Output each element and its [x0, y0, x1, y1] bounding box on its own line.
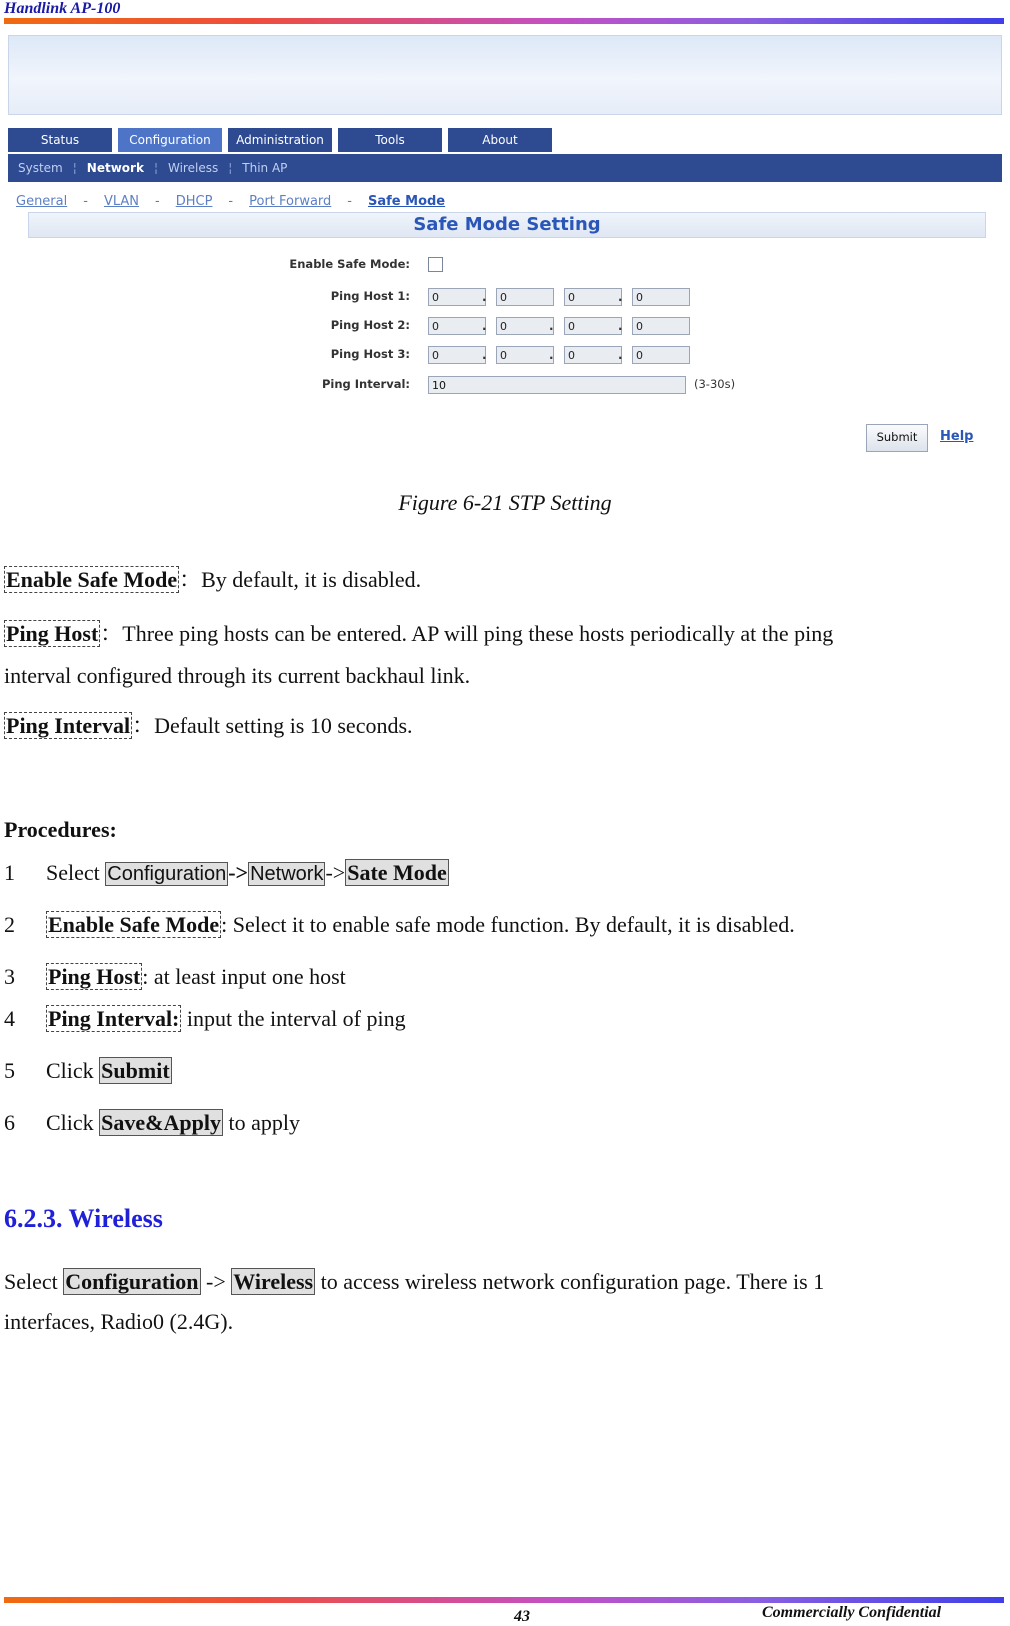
step-4 [46, 1006, 406, 1032]
secnav-dash: - [155, 194, 160, 209]
arrow: -> [325, 860, 346, 885]
arrow: -> [200, 1269, 232, 1294]
step-number: 1 [4, 860, 15, 885]
definition-ping-host [4, 620, 833, 648]
confidentiality-notice: Commercially Confidential [762, 1604, 942, 1621]
secnav-general[interactable]: General [16, 194, 68, 209]
secnav-dhcp[interactable]: DHCP [175, 194, 213, 209]
page-number: 43 [514, 1608, 530, 1625]
step-text: Click [46, 1058, 100, 1083]
ping-host-1-octet-4[interactable]: 0 [632, 288, 690, 306]
step-6 [46, 1110, 300, 1136]
step-3 [46, 964, 346, 990]
secnav-port-forward[interactable]: Port Forward [249, 194, 332, 209]
ping-host-1-label: Ping Host 1: [330, 289, 410, 303]
section-title: Safe Mode Setting [28, 212, 986, 238]
sub-navigation [8, 154, 1002, 182]
ping-host-3-octet-2[interactable]: 0 [496, 346, 554, 364]
step-number: 6 [4, 1110, 15, 1135]
ping-interval-hint: (3-30s) [694, 377, 736, 391]
step-text: Select [46, 860, 106, 885]
ping-host-3-label: Ping Host 3: [330, 347, 410, 361]
footer-rule [4, 1597, 1004, 1603]
menu-wireless: Wireless [233, 1269, 314, 1294]
ip-dot: . [618, 290, 623, 304]
secnav-vlan[interactable]: VLAN [103, 194, 139, 209]
ping-host-2-octet-3[interactable]: 0 [564, 317, 622, 335]
subnav-separator: ¦ [228, 161, 233, 175]
term-ping-interval: Ping Interval [6, 713, 131, 738]
definition-text: ：Default setting is 10 seconds. [132, 713, 413, 738]
term-ping-host: Ping Host [48, 964, 141, 989]
definition-text: ：Three ping hosts can be entered. AP will ping these hosts periodically at the ping [100, 621, 834, 646]
step-number: 4 [4, 1006, 15, 1031]
enable-safe-mode-checkbox[interactable] [428, 257, 443, 272]
tab-configuration[interactable]: Configuration [118, 128, 222, 152]
subnav-separator: ¦ [153, 161, 158, 175]
wireless-paragraph [4, 1268, 824, 1296]
ping-host-2-octet-1[interactable]: 0 [428, 317, 486, 335]
ping-interval-label: Ping Interval: [321, 377, 410, 391]
save-apply-label: Save&Apply [101, 1110, 221, 1135]
ip-dot: . [482, 290, 487, 304]
paragraph-text: Select [4, 1269, 64, 1294]
section-navigation [16, 194, 445, 209]
ping-host-3-octet-4[interactable]: 0 [632, 346, 690, 364]
step-number: 5 [4, 1058, 15, 1083]
arrow: -> [228, 860, 249, 885]
subnav-separator: ¦ [72, 161, 77, 175]
ip-dot: . [618, 319, 623, 333]
app-banner [8, 35, 1002, 115]
ping-host-2-octet-4[interactable]: 0 [632, 317, 690, 335]
step-1 [46, 860, 449, 886]
ping-host-3-octet-3[interactable]: 0 [564, 346, 622, 364]
menu-configuration: Configuration [65, 1269, 199, 1294]
definition-ping-host-line2: interval configured through its current backhaul link. [4, 663, 471, 688]
document-title: Handlink AP-100 [4, 0, 121, 17]
ip-dot: . [482, 348, 487, 362]
step-number: 2 [4, 912, 15, 937]
subnav-system[interactable]: System [18, 161, 63, 175]
step-text: input the interval of ping [181, 1006, 406, 1031]
submit-label: Submit [101, 1058, 170, 1083]
ping-host-3-octet-1[interactable]: 0 [428, 346, 486, 364]
step-text: : Select it to enable safe mode function. By default, it is disabled. [221, 912, 795, 937]
secnav-safe-mode[interactable]: Safe Mode [368, 194, 446, 209]
ping-host-1-octet-2[interactable]: 0 [496, 288, 554, 306]
enable-safe-mode-label: Enable Safe Mode: [289, 257, 410, 271]
ping-host-1-octet-1[interactable]: 0 [428, 288, 486, 306]
subnav-thin-ap[interactable]: Thin AP [242, 161, 288, 175]
term-ping-interval: Ping Interval: [48, 1006, 180, 1031]
definition-text: ：By default, it is disabled. [179, 567, 422, 592]
ping-host-2-label: Ping Host 2: [330, 318, 410, 332]
step-text: to apply [222, 1110, 300, 1135]
subnav-network[interactable]: Network [86, 161, 144, 175]
ip-dot: . [549, 319, 554, 333]
menu-configuration: Configuration [107, 863, 227, 885]
menu-network: Network [250, 863, 324, 885]
ip-dot: . [618, 348, 623, 362]
ping-host-1-octet-3[interactable]: 0 [564, 288, 622, 306]
step-2 [46, 912, 795, 938]
tab-tools[interactable]: Tools [338, 128, 442, 152]
secnav-dash: - [83, 194, 88, 209]
step-number: 3 [4, 964, 15, 989]
definition-ping-interval [4, 712, 413, 740]
ping-interval-input[interactable]: 10 [428, 376, 686, 394]
subnav-wireless[interactable]: Wireless [168, 161, 219, 175]
tab-about[interactable]: About [448, 128, 552, 152]
header-rule [4, 18, 1004, 24]
ip-dot: . [549, 348, 554, 362]
tab-status[interactable]: Status [8, 128, 112, 152]
step-text: : at least input one host [142, 964, 346, 989]
submit-button[interactable]: Submit [866, 424, 928, 452]
help-link[interactable]: Help [940, 429, 974, 444]
procedures-heading: Procedures: [4, 817, 117, 842]
screenshot-figure [4, 32, 1006, 468]
term-enable-safe-mode: Enable Safe Mode [6, 567, 178, 592]
tab-administration[interactable]: Administration [228, 128, 332, 152]
menu-safe-mode: Sate Mode [347, 860, 447, 885]
ip-dot: . [482, 319, 487, 333]
definition-enable-safe-mode [4, 566, 421, 594]
figure-caption: Figure 6-21 STP Setting [398, 490, 612, 515]
secnav-dash: - [347, 194, 352, 209]
step-5 [46, 1058, 172, 1084]
term-ping-host: Ping Host [6, 621, 99, 646]
section-heading-wireless: 6.2.3. Wireless [4, 1204, 163, 1233]
secnav-dash: - [228, 194, 234, 209]
wireless-paragraph-line2: interfaces, Radio0 (2.4G). [4, 1309, 234, 1334]
paragraph-text: to access wireless network configuration page. There is 1 [315, 1269, 825, 1294]
ping-host-2-octet-2[interactable]: 0 [496, 317, 554, 335]
step-text: Click [46, 1110, 100, 1135]
term-enable-safe-mode: Enable Safe Mode [48, 912, 220, 937]
